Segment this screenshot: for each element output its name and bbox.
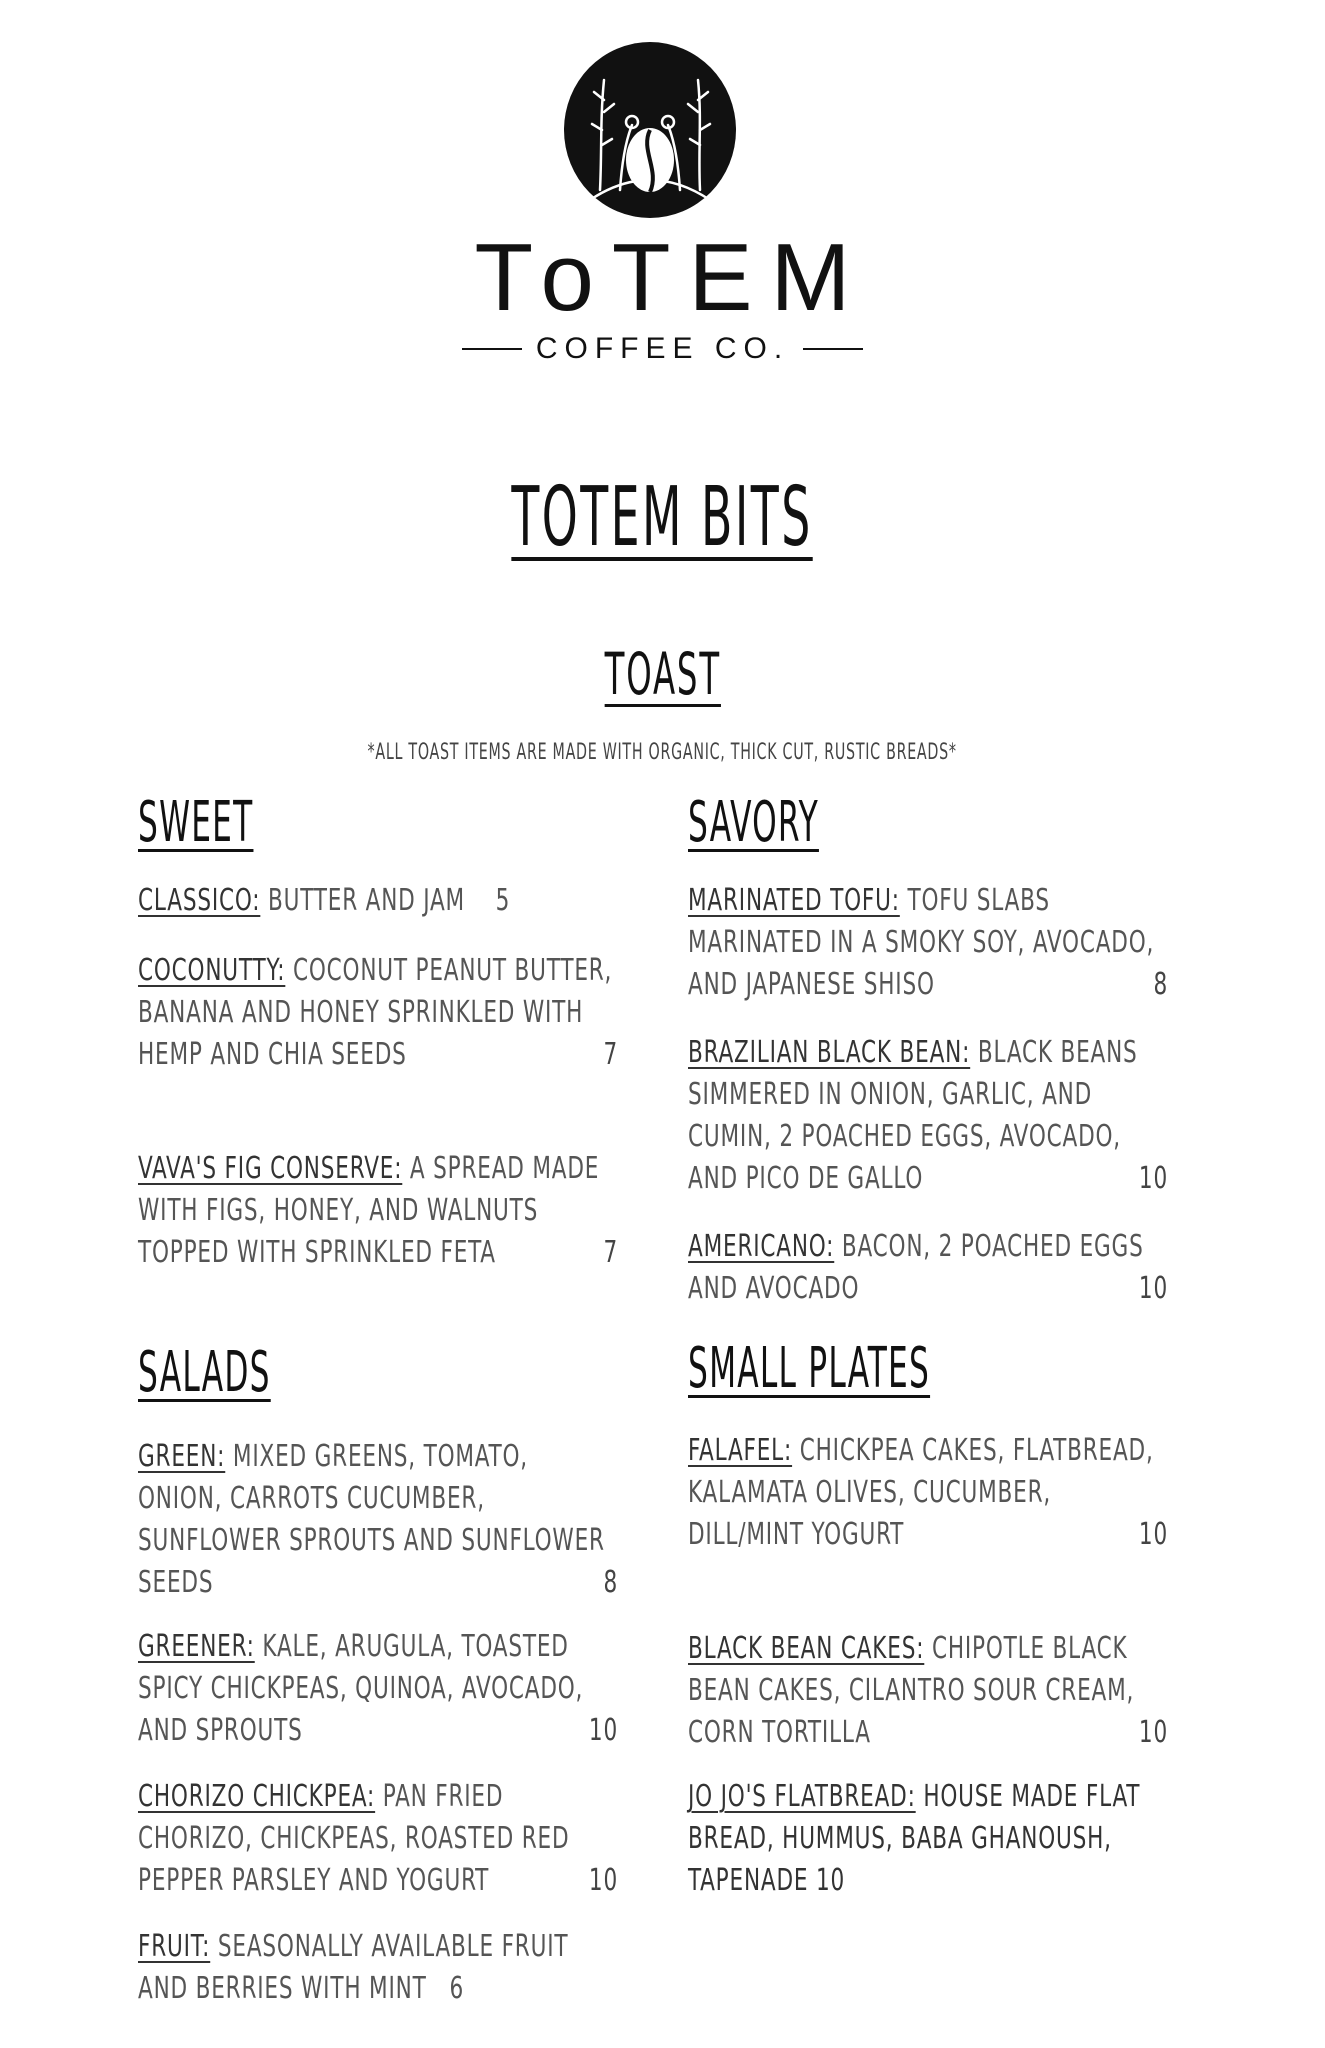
category-heading-salads: SALADS	[138, 1340, 271, 1405]
menu-item: GREENER: KALE, ARUGULA, TOASTED SPICY CHICKPEAS, QUINOA, AVOCADO, AND SPROUTS 10	[138, 1629, 618, 1748]
menu-item: MARINATED TOFU: TOFU SLABS MARINATED IN A SMOKY SOY, AVOCADO, AND JAPANESE SHISO 8	[688, 883, 1168, 1002]
menu-item: AMERICANO: BACON, 2 POACHED EGGS AND AVOCADO 10	[688, 1229, 1168, 1306]
brand-block	[0, 224, 1325, 366]
category-heading-small-plates: SMALL PLATES	[688, 1336, 931, 1401]
menu-item: BRAZILIAN BLACK BEAN: BLACK BEANS SIMMERED IN ONION, GARLIC, AND CUMIN, 2 POACHED EGGS, AVOCADO, AND PICO DE GALLO 10	[688, 1035, 1168, 1196]
section-title-toast: TOAST	[604, 640, 721, 708]
menu-item: FALAFEL: CHICKPEA CAKES, FLATBREAD, KALAMATA OLIVES, CUCUMBER, DILL/MINT YOGURT 10	[688, 1433, 1168, 1552]
menu-item: JO JO'S FLATBREAD: HOUSE MADE FLAT BREAD, HUMMUS, BABA GHANOUSH, TAPENADE 10	[688, 1779, 1141, 1898]
menu-item: COCONUTTY: COCONUT PEANUT BUTTER, BANANA AND HONEY SPRINKLED WITH HEMP AND CHIA SEEDS 7	[138, 953, 618, 1072]
page-title: TOTEM BITS	[511, 470, 814, 565]
salads-section	[138, 1340, 618, 1405]
brand-sub-text: COFFEE CO.	[535, 332, 790, 365]
menu-item: GREEN: MIXED GREENS, TOMATO, ONION, CARROTS CUCUMBER, SUNFLOWER SPROUTS AND SUNFLOWER SEEDS 8	[138, 1439, 618, 1600]
menu-item: FRUIT: SEASONALLY AVAILABLE FRUIT AND BERRIES WITH MINT 6	[138, 1929, 569, 2006]
menu-item: CHORIZO CHICKPEA: PAN FRIED CHORIZO, CHICKPEAS, ROASTED RED PEPPER PARSLEY AND YOGURT 10	[138, 1779, 618, 1898]
menu-item: CLASSICO: BUTTER AND JAM 5	[138, 883, 511, 918]
brand-subtitle	[0, 332, 1325, 366]
menu-item: BLACK BEAN CAKES: CHIPOTLE BLACK BEAN CAKES, CILANTRO SOUR CREAM, CORN TORTILLA 10	[688, 1631, 1168, 1750]
divider	[462, 348, 522, 350]
divider	[803, 348, 863, 350]
menu-item: VAVA'S FIG CONSERVE: A SPREAD MADE WITH FIGS, HONEY, AND WALNUTS TOPPED WITH SPRINKLED FETA 7	[138, 1151, 618, 1270]
category-heading-savory: SAVORY	[688, 790, 819, 855]
totem-logo	[560, 40, 740, 220]
sweet-section	[138, 790, 618, 855]
toast-note: *ALL TOAST ITEMS ARE MADE WITH ORGANIC, THICK CUT, RUSTIC BREADS*	[367, 740, 958, 765]
category-heading-sweet: SWEET	[138, 790, 254, 855]
savory-section	[688, 790, 1168, 855]
small-plates-section	[688, 1336, 1168, 1401]
brand-name: ToTEM	[474, 224, 869, 331]
